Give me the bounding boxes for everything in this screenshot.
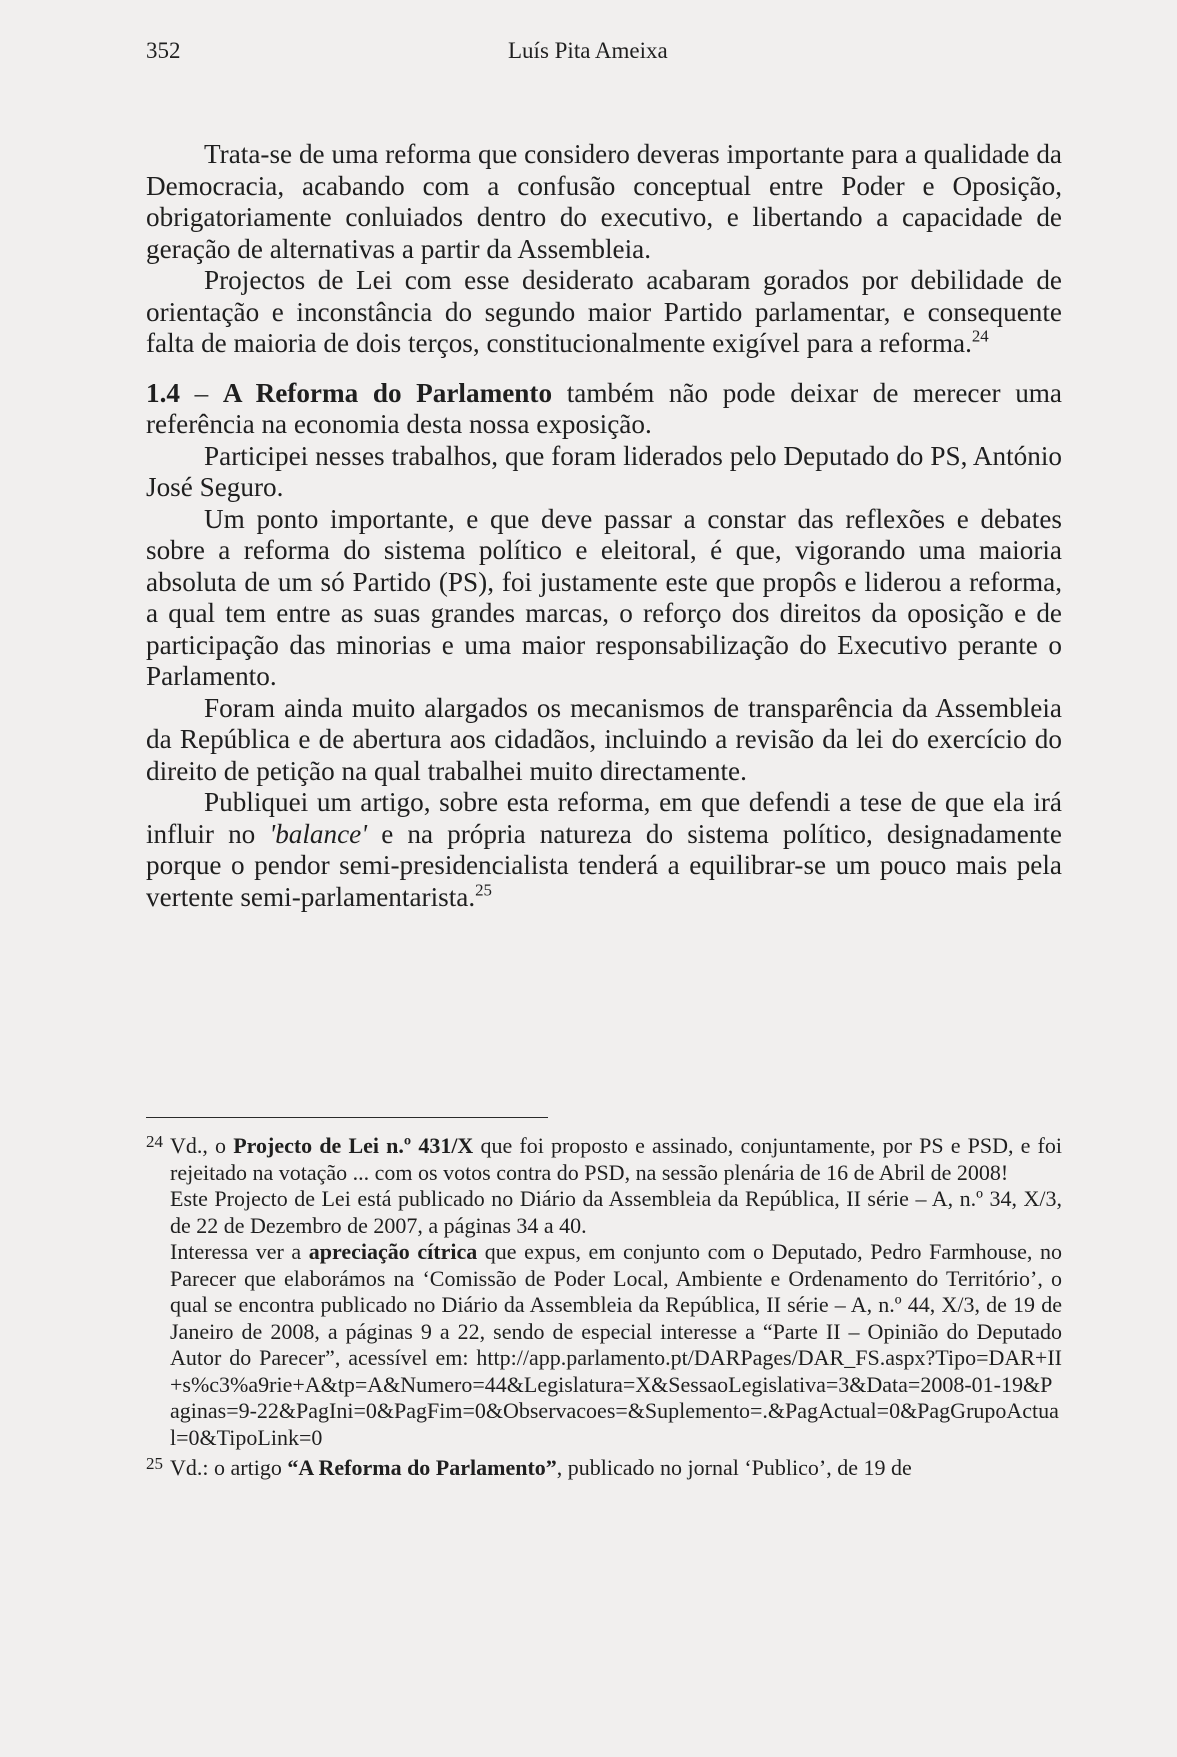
paragraph <box>146 787 1062 913</box>
paragraph <box>146 441 1062 504</box>
paragraph <box>146 139 1062 265</box>
paragraph-text: Foram ainda muito alargados os mecanismos de transparência da Assembleia da República e de abertura aos cidadãos, incluindo a revisão da lei do exercício do direito de petição na qual trabalhei muito directamente. <box>146 692 1062 786</box>
footnote-text-part: Vd., o <box>170 1133 234 1158</box>
footnote-text-part: Interessa ver a <box>170 1239 309 1264</box>
main-text <box>146 139 1062 913</box>
footnote-text <box>170 1133 1062 1186</box>
footnote-text-part: que foi proposto e assinado, conjuntamente, por PS e PSD, e foi rejeitado na votação ... com os votos contra do PSD, na sessão plenária de 16 de Abril de 2008! <box>170 1133 1062 1185</box>
paragraph-text: e na própria natureza do sistema político, designadamente porque o pendor semi-presidencialista tenderá a equilibrar-se um pouco mais pela vertente semi-parlamentarista. <box>146 818 1062 912</box>
footnote-bold: apreciação cítrica <box>308 1239 478 1264</box>
paragraph-text: Um ponto importante, e que deve passar a constar das reflexões e debates sobre a reforma do sistema político e eleitoral, é que, vigorando uma maioria absoluta de um só Partido (PS), foi justamente este que propôs e liderou a reforma, a qual tem entre as suas grandes marcas, o reforço dos direitos da oposição e de participação das minorias e uma maior responsabilização do Executivo perante o Parlamento. <box>146 503 1062 691</box>
footnote-text <box>170 1239 1062 1451</box>
emphasis-text: 'balance' <box>269 818 368 849</box>
footnote-25 <box>146 1455 1062 1482</box>
page-number: 352 <box>146 38 181 63</box>
paragraph-text: também não pode deixar de merecer uma referência na economia desta nossa exposição. <box>146 377 1062 439</box>
section-number: 1.4 <box>146 377 180 408</box>
footnote-24 <box>146 1133 1062 1451</box>
paragraph <box>146 504 1062 693</box>
footnote-bold: Projecto de Lei n.º 431/X <box>233 1133 474 1158</box>
footnote-ref-25[interactable]: 25 <box>475 880 492 900</box>
section-dash: – <box>179 377 223 408</box>
section-paragraph <box>146 378 1062 441</box>
paragraph-text: Trata-se de uma reforma que considero deveras importante para a qualidade da Democracia, acabando com a confusão conceptual entre Poder e Oposição, obrigatoriamente conluiados dentro do executivo, e libertando a capacidade de geração de alternativas a partir da Assembleia. <box>146 139 1062 264</box>
footnote-mark: 24 <box>146 1132 163 1151</box>
footnote-text-part: que expus, em conjunto com o Deputado, Pedro Farmhouse, no Parecer que elaborámos na ‘Comissão de Poder Local, Ambiente e Ordenamento do Território’, o qual se encontra publicado no Diário da Assembleia da República, II série – A, n.º 44, X/3, de 19 de Janeiro de 2008, a páginas 9 a 22, sendo de especial interesse a “Parte II – Opinião do Deputado Autor do Parecer”, acessível em: <box>170 1239 1062 1370</box>
running-head-author: Luís Pita Ameixa <box>508 38 668 63</box>
footnote-text-part: , publicado no jornal ‘Publico’, de 19 de <box>556 1455 912 1480</box>
footnote-text-part: Vd.: o artigo <box>170 1455 288 1480</box>
footnote-url-link[interactable]: http://app.parlamento.pt/DARPages/DAR_FS.aspx?Tipo=DAR+II+s%c3%a9rie+A&tp=A&Numero=44&Legislatura=X&SessaoLegislativa=3&Data=2008-01-19&Paginas=9-22&PagIni=0&PagFim=0&Observacoes=&Suplemento=.&PagActual=0&PagGrupoActual=0&TipoLink=0 <box>170 1345 1062 1450</box>
footnote-text <box>170 1455 1062 1482</box>
footnote-ref-24[interactable]: 24 <box>971 326 989 346</box>
paragraph <box>146 693 1062 788</box>
section-title: A Reforma do Parlamento <box>222 377 553 408</box>
paragraph-text: Publiquei um artigo, sobre esta reforma, em que defendi a tese de que ela irá influir no <box>146 787 1062 849</box>
paragraph-text: Projectos de Lei com esse desiderato acabaram gorados por debilidade de orientação e inconstância do segundo maior Partido parlamentar, e consequente falta de maioria de dois terços, constitucionalmente exigível para a reforma. <box>146 265 1062 358</box>
paragraph-text: Participei nesses trabalhos, que foram liderados pelo Deputado do PS, António José Seguro. <box>146 440 1062 502</box>
footnotes <box>146 1133 1062 1482</box>
paragraph <box>146 265 1062 360</box>
footnote-bold: “A Reforma do Parlamento” <box>287 1455 557 1480</box>
footnote-mark: 25 <box>146 1454 163 1473</box>
footnote-text: Este Projecto de Lei está publicado no Diário da Assembleia da República, II série – A, n.º 34, X/3, de 22 de Dezembro de 2007, a páginas 34 a 40. <box>170 1186 1062 1238</box>
footnote-separator <box>146 1117 548 1118</box>
